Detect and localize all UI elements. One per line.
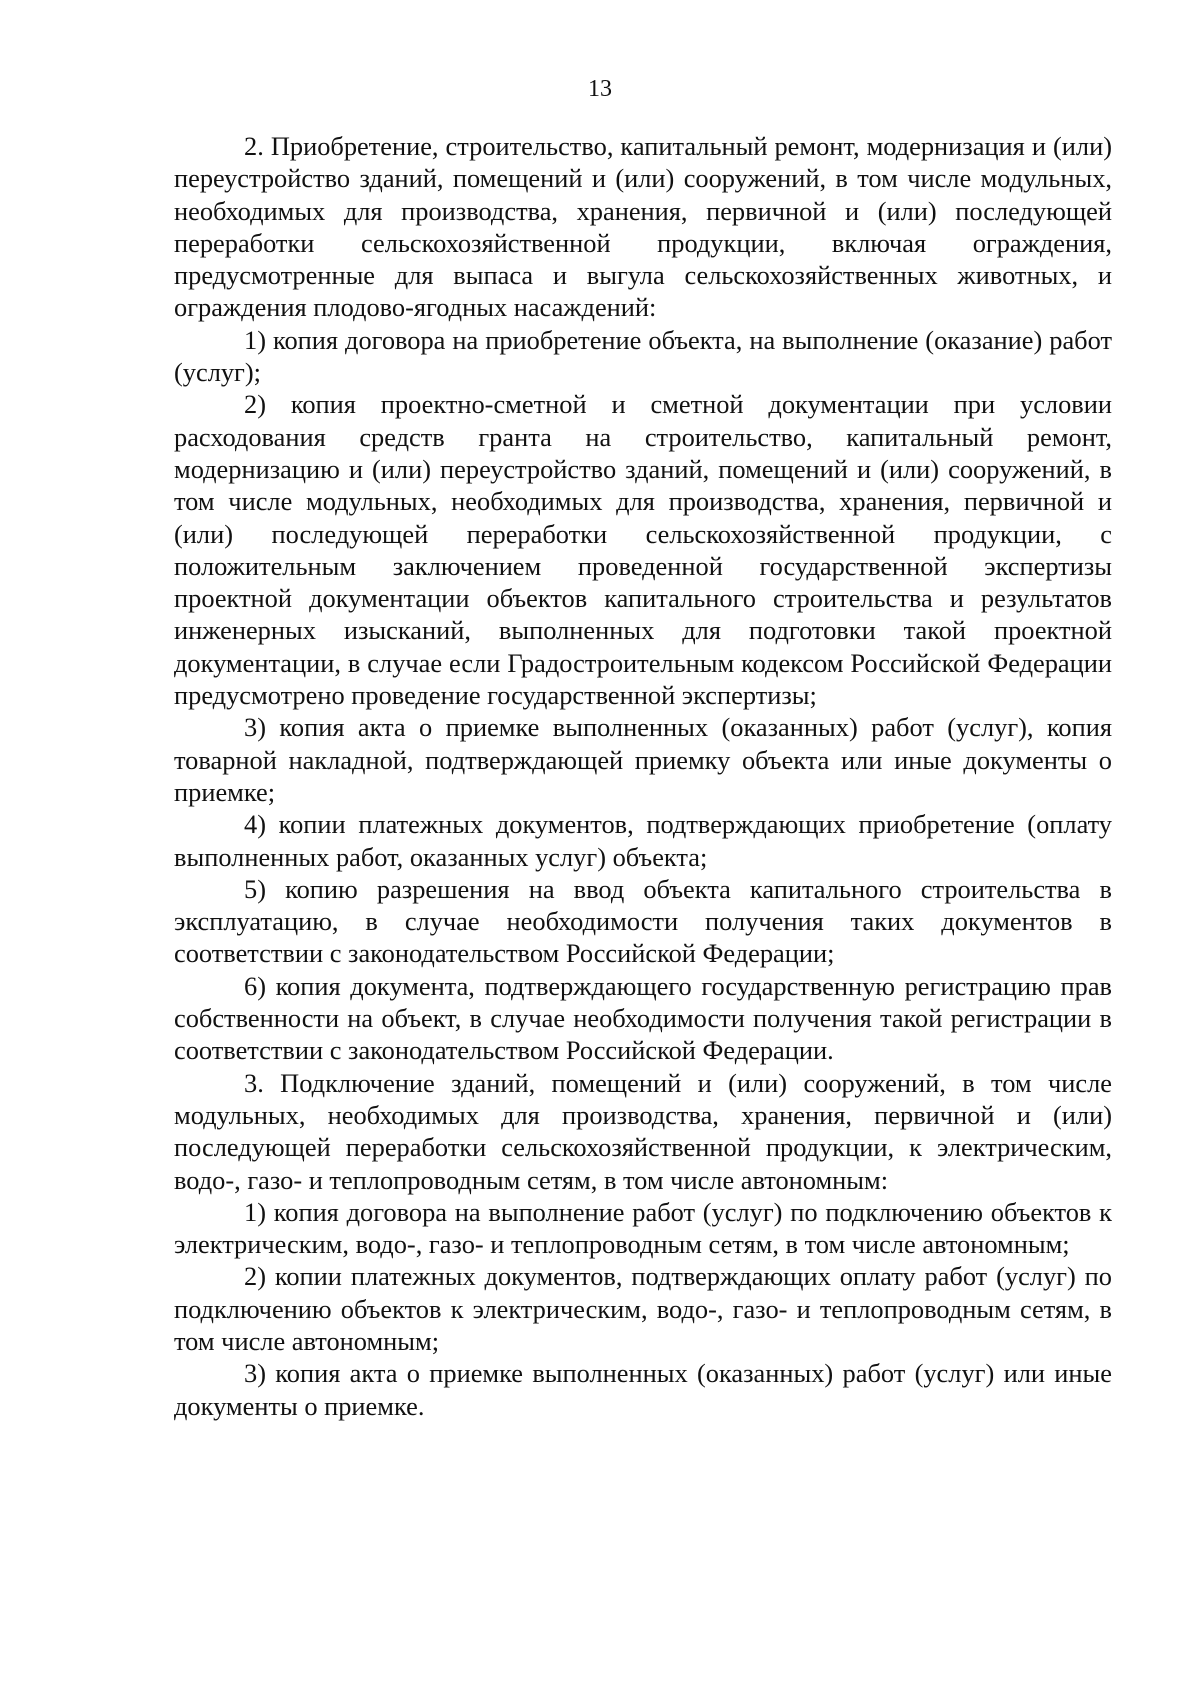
paragraph-item-2-2: 2) копия проектно-сметной и сметной документации при условии расходования средств гранта на строительство, капитальный ремонт, модернизацию и (или) переустройство зданий, помещений и (или) сооружений, в том числе модульных, необходимых для производства, хранения, первичной и (или) последующей переработки сельскохозяйственной продукции, с положительным заключением проведенной государственной экспертизы проектной документации объектов капитального строительства и результатов инженерных изысканий, выполненных для подготовки такой проектной документации, в случае если Градостроительным кодексом Российской Федерации предусмотрено проведение государственной экспертизы; xyxy=(174,389,1112,711)
paragraph-item-2-4: 4) копии платежных документов, подтверждающих приобретение (оплату выполненных работ, оказанных услуг) объекта; xyxy=(174,809,1112,872)
paragraph-item-2-3: 3) копия акта о приемке выполненных (оказанных) работ (услуг), копия товарной накладной, подтверждающей приемку объекта или иные документы о приемке; xyxy=(174,712,1112,807)
paragraph-item-3-1: 1) копия договора на выполнение работ (услуг) по подключению объектов к электрическим, водо-, газо- и теплопроводным сетям, в том числе автономным; xyxy=(174,1196,1112,1260)
paragraph-item-2-1: 1) копия договора на приобретение объекта, на выполнение (оказание) работ (услуг); xyxy=(174,324,1112,388)
paragraph-item-3-2: 2) копии платежных документов, подтверждающих оплату работ (услуг) по подключению объектов к электрическим, водо-, газо- и теплопроводным сетям, в том числе автономным; xyxy=(174,1261,1112,1356)
paragraph-section-3: 3. Подключение зданий, помещений и (или) сооружений, в том числе модульных, необходимых для производства, хранения, первичной и (или) последующей переработки сельскохозяйственной продукции, к электрическим, водо-, газо- и теплопроводным сетям, в том числе автономным: xyxy=(174,1067,1112,1195)
document-body xyxy=(174,130,1112,1422)
page-number: 13 xyxy=(588,76,612,102)
paragraph-item-2-6: 6) копия документа, подтверждающего государственную регистрацию прав собственности на объект, в случае необходимости получения такой регистрации в соответствии с законодательством Российской Федерации. xyxy=(174,970,1112,1066)
paragraph-item-3-3: 3) копия акта о приемке выполненных (оказанных) работ (услуг) или иные документы о приемке. xyxy=(174,1358,1112,1421)
paragraph-item-2-5: 5) копию разрешения на ввод объекта капитального строительства в эксплуатацию, в случае необходимости получения таких документов в соответствии с законодательством Российской Федерации; xyxy=(174,873,1112,969)
paragraph-section-2: 2. Приобретение, строительство, капитальный ремонт, модернизация и (или) переустройство зданий, помещений и (или) сооружений, в том числе модульных, необходимых для производства, хранения, первичной и (или) последующей переработки сельскохозяйственной продукции, включая ограждения, предусмотренные для выпаса и выгула сельскохозяйственных животных, и ограждения плодово-ягодных насаждений: xyxy=(174,131,1112,323)
